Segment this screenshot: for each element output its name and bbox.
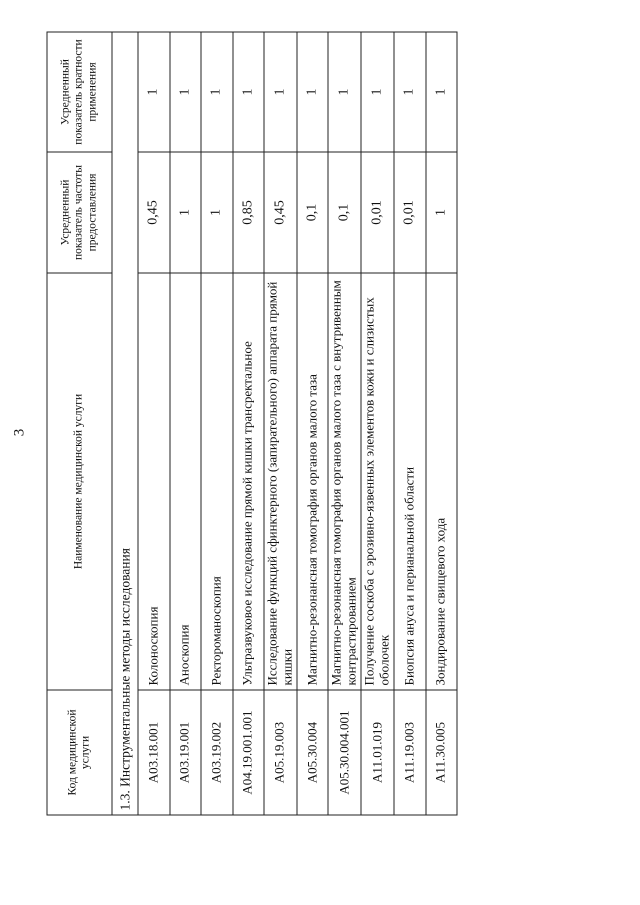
cell-frequency: 0,01 [361,152,394,273]
cell-multiplicity: 1 [138,32,170,152]
table-row [138,32,170,815]
table-row [328,32,361,815]
cell-frequency: 1 [169,152,201,273]
cell-code: A03.18.001 [138,690,170,815]
cell-frequency: 1 [201,152,233,273]
cell-multiplicity: 1 [361,32,394,152]
col-header-code: Код медицинской услуги [47,690,112,815]
cell-frequency: 0,45 [138,152,170,273]
cell-name: Аноскопия [169,273,201,690]
cell-code: A11.01.019 [361,690,394,815]
cell-multiplicity: 1 [425,32,457,152]
header-row [47,32,112,815]
cell-multiplicity: 1 [394,32,426,152]
col-header-frequency: Усредненный показатель частоты предоставления [47,152,112,273]
col-header-multiplicity: Усредненный показатель кратности применения [47,32,112,152]
cell-name: Магнитно-резонансная томография органов малого таза [296,273,328,690]
cell-code: A03.19.002 [201,690,233,815]
cell-code: A05.30.004.001 [328,690,361,815]
table-row [361,32,394,815]
services-table-rotated [46,32,474,815]
table-row [232,32,264,815]
section-title-row [112,32,138,815]
cell-code: A11.19.003 [394,690,426,815]
services-table [46,31,457,815]
cell-frequency: 0,85 [232,152,264,273]
cell-code: A04.19.001.001 [232,690,264,815]
page-number: 3 [11,428,28,437]
cell-multiplicity: 1 [201,32,233,152]
cell-frequency: 0,1 [296,152,328,273]
cell-name: Получение соскоба с эрозивно-язвенных элементов кожи и слизистых оболочек [361,273,394,690]
cell-name: Магнитно-резонансная томография органов малого таза с внутривенным контрастированием [328,273,361,690]
cell-name: Ректороманоскопия [201,273,233,690]
section-title: 1.3. Инструментальные методы исследования [112,32,138,815]
col-header-name: Наименование медицинской услуги [47,273,112,690]
cell-frequency: 1 [425,152,457,273]
cell-code: A05.30.004 [296,690,328,815]
cell-name: Колоноскопия [138,273,170,690]
cell-name: Исследование функций сфинктерного (запирательного) аппарата прямой кишки [264,273,297,690]
table-row [264,32,297,815]
cell-frequency: 0,45 [264,152,297,273]
table-row [169,32,201,815]
cell-multiplicity: 1 [328,32,361,152]
cell-multiplicity: 1 [264,32,297,152]
table-row [201,32,233,815]
cell-name: Зондирование свищевого хода [425,273,457,690]
cell-frequency: 0,01 [394,152,426,273]
cell-name: Ультразвуковое исследование прямой кишки трансректальное [232,273,264,690]
cell-multiplicity: 1 [232,32,264,152]
cell-multiplicity: 1 [169,32,201,152]
cell-frequency: 0,1 [328,152,361,273]
cell-code: A05.19.003 [264,690,297,815]
cell-name: Биопсия ануса и перианальной области [394,273,426,690]
table-row [425,32,457,815]
table-row [394,32,426,815]
cell-code: A11.30.005 [425,690,457,815]
cell-code: A03.19.001 [169,690,201,815]
cell-multiplicity: 1 [296,32,328,152]
table-row [296,32,328,815]
